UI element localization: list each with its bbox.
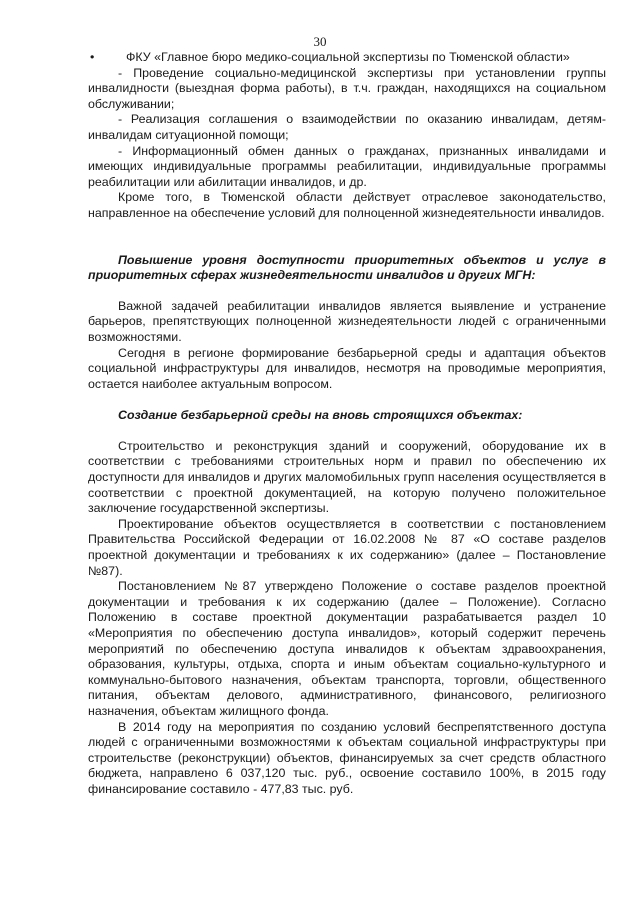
bullet-icon: • xyxy=(90,50,95,64)
paragraph: В 2014 году на мероприятия по созданию условий беспрепятственного доступа людей с ограниченными возможностями к объектам социальной инфраструктуры при строительстве (реконструкции) объектов, финансируемых за счет средств областного бюджета, направлено 6 037,120 тыс. руб., освоение составило 100%, в 2015 году финансирование составило - 477,83 тыс. руб. xyxy=(88,719,606,796)
section-heading-barrier-free: Создание безбарьерной среды на вновь строящихся объектах: xyxy=(118,408,523,423)
paragraph: Важной задачей реабилитации инвалидов является выявление и устранение барьеров, препятствующих полноценной жизнедеятельности людей с ограниченными возможностями. xyxy=(88,298,606,344)
paragraph: Сегодня в регионе формирование безбарьерной среды и адаптация объектов социальной инфраструктуры для инвалидов, несмотря на проводимые мероприятия, остается наиболее актуальным вопросом. xyxy=(88,345,606,391)
page-number: 30 xyxy=(313,34,327,49)
paragraph: Проектирование объектов осуществляется в соответствии с постановлением Правительства Российской Федерации от 16.02.2008 № 87 «О составе разделов проектной документации и требованиях к их содержанию» (далее – Постановление №87). xyxy=(88,516,606,578)
org-name: ФКУ «Главное бюро медико-социальной экспертизы по Тюменской области» xyxy=(126,50,570,64)
list-item: - Информационный обмен данных о гражданах, признанных инвалидами и имеющих индивидуальные программы реабилитации, индивидуальные программы реабилитации или абилитации инвалидов, и др. xyxy=(88,143,606,189)
document-body xyxy=(88,50,606,798)
list-item: - Проведение социально-медицинской экспертизы при установлении группы инвалидности (выездная форма работы), в т.ч. граждан, находящихся на социальном обслуживании; xyxy=(88,65,606,111)
paragraph: Постановлением №87 утверждено Положение о составе разделов проектной документации и требования к их содержанию (далее – Положение). Согласно Положению в составе проектной документации разрабатывается раздел 10 «Мероприятия по обеспечению доступа инвалидов», который содержит перечень мероприятий по обеспечению доступа инвалидов к объектам здравоохранения, образования, культуры, отдыха, спорта и иным объектам социально-культурного и коммунально-бытового назначения, объектам транспорта, торговли, общественного питания, объектам делового, административного, финансового, религиозного назначения, объектам жилищного фонда. xyxy=(88,579,606,718)
list-item: - Реализация соглашения о взаимодействии по оказанию инвалидам, детям-инвалидам ситуационной помощи; xyxy=(88,112,606,142)
section-heading-accessibility: Повышение уровня доступности приоритетных объектов и услуг в приоритетных сферах жизнедеятельности инвалидов и других МГН: xyxy=(88,252,606,283)
paragraph: Строительство и реконструкция зданий и сооружений, оборудование их в соответствии с требованиями строительных норм и правил по обеспечению их доступности для инвалидов и других маломобильных групп населения осуществляется в соответствии с проектной документацией, на которую получено положительное заключение государственной экспертизы. xyxy=(88,438,606,516)
bullet-item-org xyxy=(88,50,606,66)
intro-paragraph: Кроме того, в Тюменской области действует отраслевое законодательство, направленное на обеспечение условий для полноценной жизнедеятельности инвалидов. xyxy=(88,190,606,220)
